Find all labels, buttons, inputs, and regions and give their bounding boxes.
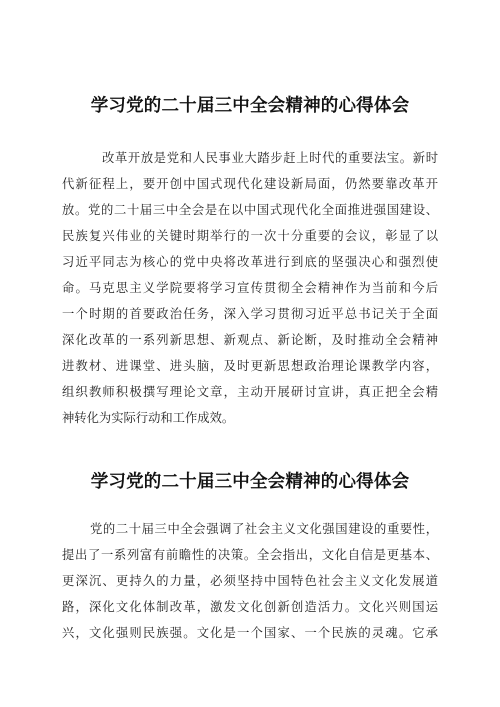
paragraph-line: 命。马克思主义学院要将学习宣传贯彻全会精神作为当前和今后 bbox=[62, 281, 438, 295]
essay-section-2 bbox=[0, 466, 500, 640]
section-title: 学习党的二十届三中全会精神的心得体会 bbox=[90, 96, 410, 116]
paragraph-line: 习近平同志为核心的党中央将改革进行到底的坚强决心和强烈使 bbox=[62, 255, 438, 269]
section-body bbox=[0, 145, 500, 431]
paragraph-line: 路，深化文化体制改革，激发文化创新创造活力。文化兴则国运 bbox=[62, 600, 438, 614]
paragraph-line: 代新征程上，要开创中国式现代化建设新局面，仍然要靠改革开 bbox=[62, 177, 438, 191]
paragraph-line: 更深沉、更持久的力量，必须坚持中国特色社会主义文化发展道 bbox=[62, 574, 438, 588]
paragraph-line: 兴，文化强则民族强。文化是一个国家、一个民族的灵魂。它承 bbox=[62, 626, 438, 640]
paragraph-line: 党的二十届三中全会强调了社会主义文化强国建设的重要性， bbox=[90, 522, 438, 536]
paragraph-line: 神转化为实际行动和工作成效。 bbox=[62, 411, 235, 425]
section-title: 学习党的二十届三中全会精神的心得体会 bbox=[90, 472, 410, 492]
paragraph-line: 放。党的二十届三中全会是在以中国式现代化全面推进强国建设、 bbox=[62, 203, 438, 217]
paragraph-line: 进教材、进课堂、进头脑，及时更新思想政治理论课教学内容， bbox=[62, 359, 438, 373]
paragraph-line: 组织教师积极撰写理论文章，主动开展研讨宣讲，真正把全会精 bbox=[62, 385, 438, 399]
paragraph-line: 深化改革的一系列新思想、新观点、新论断，及时推动全会精神 bbox=[62, 333, 438, 347]
paragraph-line: 提出了一系列富有前瞻性的决策。全会指出，文化自信是更基本、 bbox=[62, 548, 438, 562]
paragraph-line: 改革开放是党和人民事业大踏步赶上时代的重要法宝。新时 bbox=[102, 151, 438, 165]
essay-section-1 bbox=[0, 90, 500, 425]
paragraph-line: 一个时期的首要政治任务，深入学习贯彻习近平总书记关于全面 bbox=[62, 307, 438, 321]
section-body bbox=[0, 516, 500, 646]
paragraph-line: 民族复兴伟业的关键时期举行的一次十分重要的会议，彰显了以 bbox=[62, 229, 438, 243]
